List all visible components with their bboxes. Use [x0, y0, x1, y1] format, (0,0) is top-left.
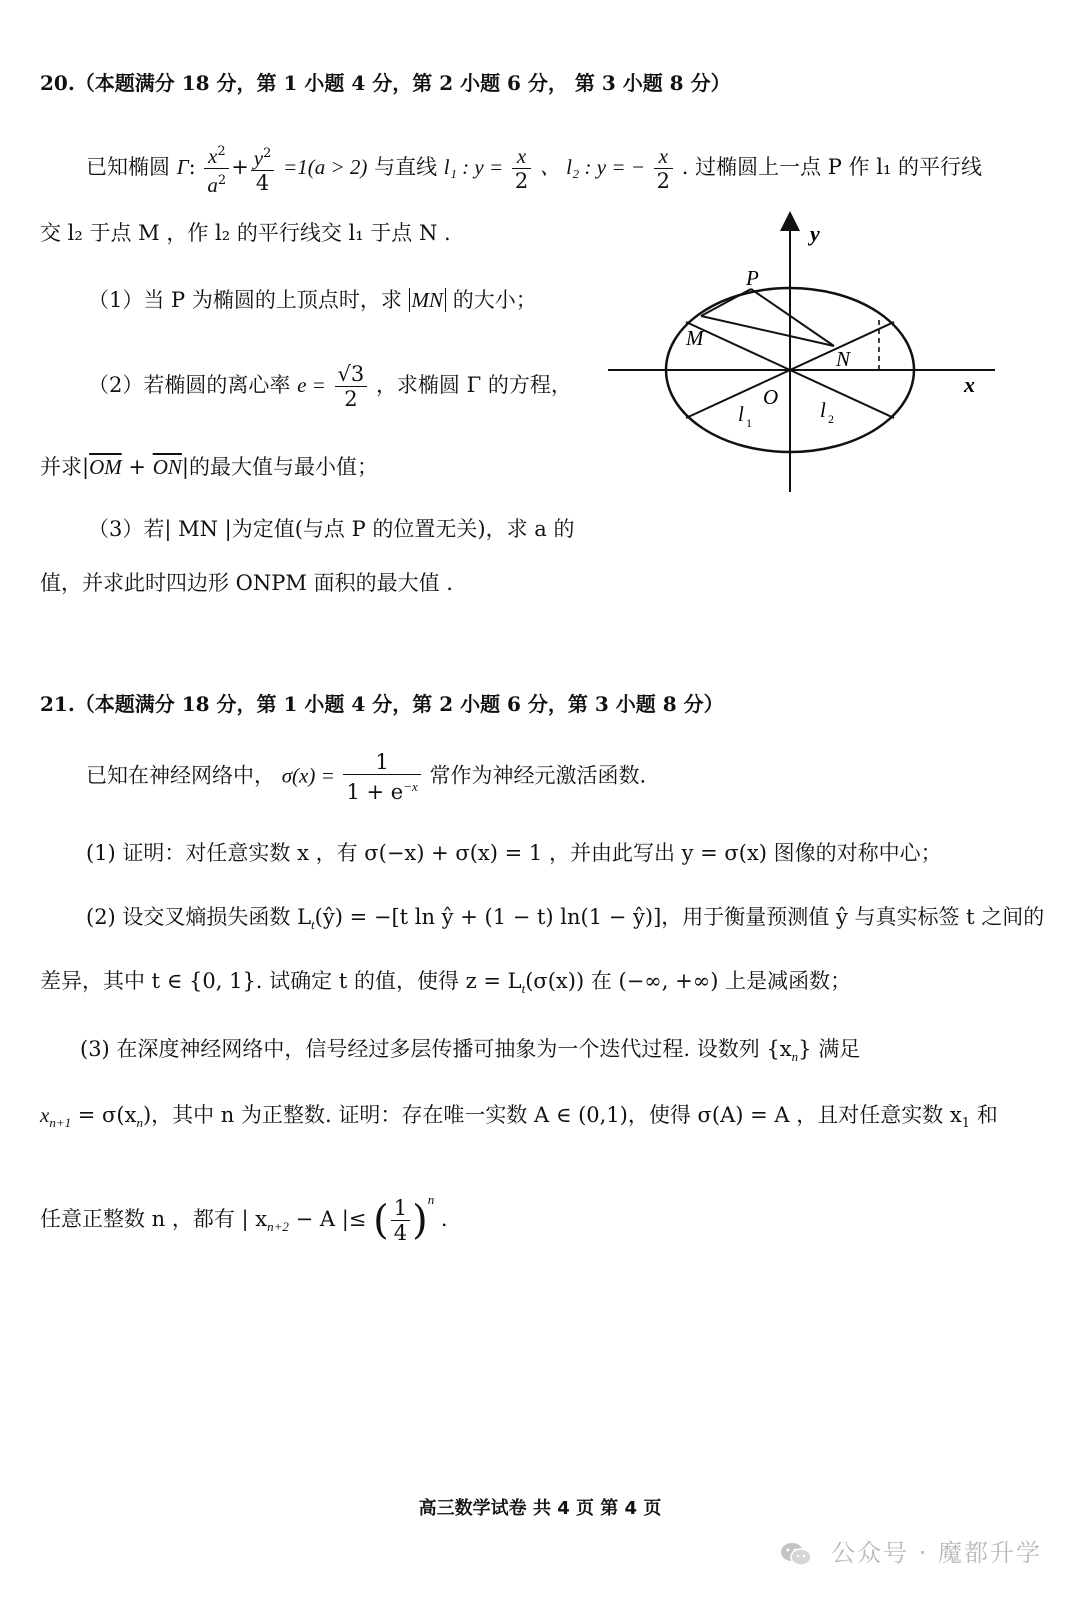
- label-m: M: [686, 326, 704, 350]
- frac-x-2-b: $\frac{x}{2}$: [654, 144, 673, 193]
- frac-x-2-a: $\frac{x}{2}$: [512, 144, 531, 193]
- q21-part3b: [40, 1100, 998, 1139]
- q20-part3: （3）若| MN |为定值(与点 P 的位置无关)，求 a 的: [88, 517, 575, 541]
- watermark: [779, 1533, 1042, 1568]
- label-l2: l: [820, 398, 826, 422]
- q20-part1-mn: MN: [409, 288, 447, 312]
- label-l1: l: [738, 402, 744, 426]
- q21-part3c-end: .: [440, 1207, 448, 1231]
- watermark-text: 公众号 · 魔都升学: [831, 1539, 1042, 1567]
- q21-part3a: [80, 1034, 860, 1072]
- q21-part3b-sub3: 1: [961, 1116, 971, 1132]
- q21-sigma: σ(x) =: [281, 763, 335, 788]
- frac-y2-4: $\frac{y^2}{4}$: [251, 142, 275, 195]
- q20-part1-text: （1）当 P 为椭圆的上顶点时，求: [88, 288, 402, 312]
- quarter-num: 1: [391, 1196, 410, 1221]
- label-o: O: [763, 385, 779, 409]
- sigmoid-exp: −x: [403, 779, 418, 794]
- q20-line2: 、 l₂ : y = −: [539, 155, 645, 179]
- q20-intro-b: 与直线: [374, 155, 438, 179]
- q20-part1-end: 的大小；: [452, 288, 537, 312]
- q21-part2b: [40, 966, 851, 1004]
- ellipse-figure: [600, 205, 1000, 505]
- q21-part2a-sub: t: [311, 917, 315, 933]
- q21-part2b-sub: t: [521, 981, 526, 997]
- q21-intro-a: 已知在神经网络中，: [86, 763, 275, 788]
- q20-part2b-a: 并求|: [40, 455, 90, 479]
- page-footer: 高三数学试卷 共 4 页 第 4 页: [418, 1498, 662, 1519]
- segment-pm: [701, 289, 751, 316]
- q20-intro-d: 交 l₂ 于点 M ，作 l₂ 的平行线交 l₁ 于点 N .: [40, 221, 451, 245]
- q21-part3a-end: } 满足: [798, 1037, 861, 1061]
- q20-part2-end: ，求椭圆 Γ 的方程，: [375, 373, 572, 397]
- sigmoid-den: 1 + e: [346, 780, 404, 804]
- q21-part3b-sub2: n: [136, 1115, 143, 1131]
- q21-part3b-end: 和: [970, 1103, 998, 1127]
- q20-part2b-plus: +: [121, 455, 153, 479]
- label-l2-sub: 2: [828, 412, 834, 426]
- q20-eq-cond: =1(a > 2): [283, 155, 368, 179]
- frac-x2-a2: $\frac{x^2}{a^2}$: [204, 140, 229, 197]
- q21-part3a-text: (3) 在深度神经网络中，信号经过多层传播可抽象为一个迭代过程. 设数列 {x: [80, 1037, 792, 1061]
- q20-part2-text: （2）若椭圆的离心率: [88, 373, 291, 397]
- frac-sqrt3-2: $\frac{√3}{2}$: [335, 362, 368, 411]
- q21-part2a-text: (2) 设交叉熵损失函数 L: [86, 905, 312, 929]
- wechat-icon: [779, 1541, 813, 1567]
- q20-part1: [88, 285, 537, 315]
- q21-part3a-sub: n: [791, 1049, 799, 1065]
- q21-part2a: [86, 902, 1044, 940]
- q21-part3b-mid: = σ(x: [71, 1103, 137, 1127]
- q21-part2a-rest: (ŷ) = −[t ln ŷ + (1 − t) ln(1 − ŷ)]，用于衡量预测值 ŷ 与真实标签 t 之间的: [314, 905, 1045, 929]
- label-y: y: [810, 221, 820, 246]
- vector-on: $\overline{ON}$: [152, 455, 182, 479]
- frac-sigmoid: [343, 750, 420, 804]
- quarter-den: 4: [393, 1221, 408, 1245]
- q20-header: 20.（本题满分 18 分，第 1 小题 4 分，第 2 小题 6 分， 第 3 小题 8 分）: [40, 71, 731, 95]
- q21-part3c-b: − A |≤: [288, 1207, 367, 1231]
- label-l1-sub: 1: [746, 416, 752, 430]
- q21-intro-b: 常作为神经元激活函数.: [429, 763, 647, 788]
- q21-intro: [86, 750, 646, 804]
- q20-part2: [88, 360, 572, 411]
- q21-part3b-x: x: [40, 1103, 50, 1127]
- q20-part3b: 值，并求此时四边形 ONPM 面积的最大值 .: [40, 571, 453, 595]
- segment-mn: [701, 316, 834, 346]
- vector-om: $\overline{OM}$: [89, 455, 122, 479]
- q20-intro-a: 已知椭圆: [86, 155, 170, 179]
- q20-line1: l₁ : y =: [443, 155, 504, 179]
- label-x: x: [964, 372, 975, 397]
- label-n: N: [836, 347, 851, 371]
- q20-part2-e: e =: [297, 373, 326, 397]
- q21-part2b-rest: (σ(x)) 在 (−∞, +∞) 上是减函数；: [525, 969, 852, 993]
- q21-part3b-rest: )，其中 n 为正整数. 证明：存在唯一实数 A ∈ (0,1)，使得 σ(A) = A ，且对任意实数 x: [142, 1103, 962, 1127]
- q21-part1: (1) 证明：对任意实数 x ，有 σ(−x) + σ(x) = 1 ，并由此写出 y = σ(x) 图像的对称中心；: [86, 841, 942, 865]
- q21-part3c-a: 任意正整数 n ，都有 | x: [40, 1207, 268, 1231]
- q21-part3c: 任意正整数 n ，都有 | $x_{n+2} - A$ |≤ ( $\frac{1}{4}$ )$^n$ .: [40, 1192, 448, 1245]
- label-p: P: [746, 266, 759, 290]
- frac-one-quarter: [391, 1196, 410, 1245]
- q20-intro-c: . 过椭圆上一点 P 作 l₁ 的平行线: [681, 155, 983, 179]
- q21-part2b-text: 差异，其中 t ∈ {0, 1}. 试确定 t 的值，使得 z = L: [40, 969, 522, 993]
- q20-part2b: [40, 452, 378, 482]
- q20-intro: 已知椭圆 Γ: $\frac{x^2}{a^2}$ + $\frac{y^2}{4}$ =1(a > 2) 与直线 l₁ : y = $\frac{x}{2}$ 、 l₂ : y = − $\frac{x}{2}$ . 过椭圆上一点 P 作 l₁ 的平行线: [86, 140, 982, 197]
- q21-part3b-sub1: n+1: [49, 1115, 72, 1131]
- sigmoid-num: 1: [343, 750, 420, 775]
- q21-part3c-sub: n+2: [267, 1219, 289, 1235]
- quarter-exp: n: [427, 1192, 435, 1207]
- q20-part2b-end: |的最大值与最小值；: [181, 455, 378, 479]
- q21-header: 21.（本题满分 18 分，第 1 小题 4 分，第 2 小题 6 分，第 3 小题 8 分）: [40, 692, 724, 716]
- q20-gamma: Γ: [176, 155, 189, 179]
